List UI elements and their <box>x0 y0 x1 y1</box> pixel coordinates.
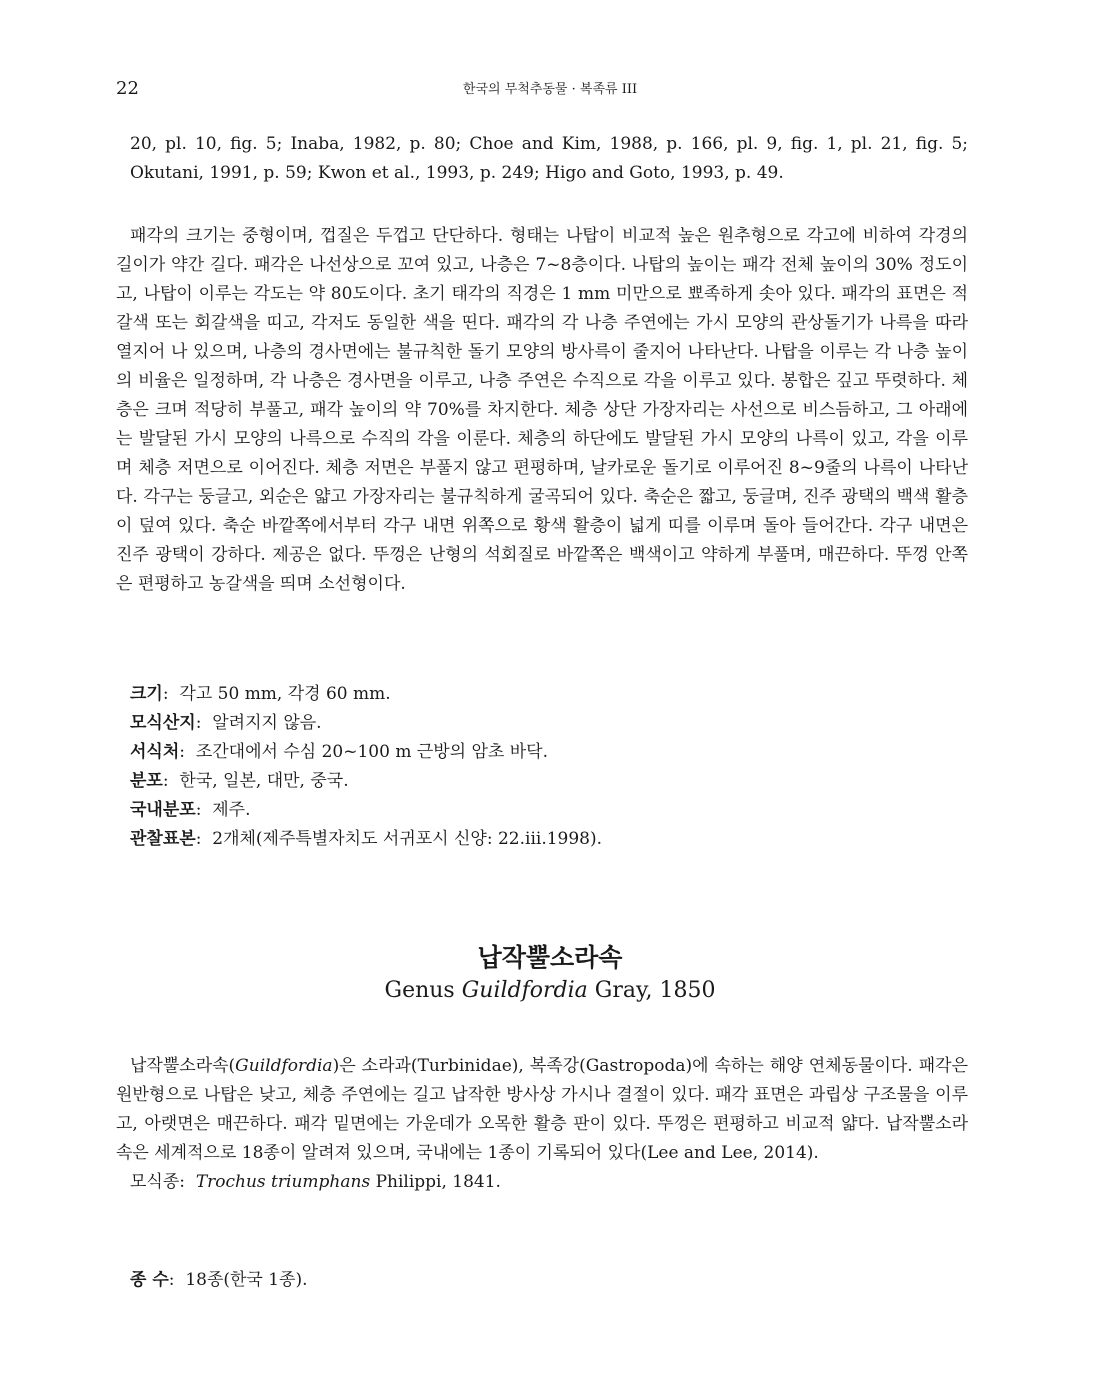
type-species-author: Philippi, 1841. <box>375 1172 501 1192</box>
genus-latin-title <box>0 978 1100 1003</box>
field-label: 서식처 <box>130 742 180 762</box>
running-title: 한국의 무척추동물 · 복족류 III <box>462 82 638 97</box>
page-number: 22 <box>116 78 139 99</box>
field-value: 2개체(제주특별자치도 서귀포시 신양: 22.iii.1998). <box>212 829 603 849</box>
species-count-line: 종 수: 18종(한국 1종). <box>130 1270 308 1290</box>
description-block <box>116 222 968 599</box>
field-label: 크기 <box>130 684 163 704</box>
species-count-value: 18종(한국 1종). <box>185 1270 308 1290</box>
field-type-locality: 모식산지: 알려지지 않음. <box>130 713 322 733</box>
field-value: 한국, 일본, 대만, 중국. <box>179 771 349 791</box>
field-size: 크기: 각고 50 mm, 각경 60 mm. <box>130 684 391 704</box>
type-species-label: 모식종: <box>130 1172 185 1192</box>
species-count-label: 종 수 <box>130 1270 169 1290</box>
genus-latin-name: Guildfordia <box>461 978 588 1003</box>
description-text: 패각의 크기는 중형이며, 껍질은 두껍고 단단하다. 형태는 나탑이 비교적 높은 원추형으로 각고에 비하여 각경의 길이가 약간 길다. 패각은 나선상으로 꼬여 있고, 나층은 7~8층이다. 나탑의 높이는 패각 전체 높이의 30% 정도이고, 나탑이 이루는 각도는 약 80도이다. 초기 태각의 직경은 1 mm 미만으로 뾰족하게 솟아 있다. 패각의 표면은 적갈색 또는 회갈색을 띠고, 각저도 동일한 색을 띤다. 패각의 각 나층 주연에는 가시 모양의 관상돌기가 나륵을 따라 열지어 나 있으며, 나층의 경사면에는 불규칙한 돌기 모양의 방사륵이 줄지어 나타난다. 나탑을 이루는 각 나층 높이의 비율은 일정하며, 각 나층은 경사면을 이루고, 나층 주연은 수직으로 각을 이루고 있다. 봉합은 깊고 뚜렷하다. 체층은 크며 적당히 부풀고, 패각 높이의 약 70%를 차지한다. 체층 상단 가장자리는 사선으로 비스듬하고, 그 아래에는 발달된 가시 모양의 나륵으로 수직의 각을 이룬다. 체층의 하단에도 발달된 가시 모양의 나륵이 있고, 각을 이루며 체층 저면으로 이어진다. 체층 저면은 부풀지 않고 편평하며, 날카로운 돌기로 이루어진 8~9줄의 나륵이 나타난다. 각구는 둥글고, 외순은 얇고 가장자리는 불규칙하게 굴곡되어 있다. 축순은 짧고, 둥글며, 진주 광택의 백색 활층이 덮여 있다. 축순 바깥쪽에서부터 각구 내면 위쪽으로 황색 활층이 넓게 띠를 이루며 돌아 들어간다. 각구 내면은 진주 광택이 강하다. 제공은 없다. 뚜껑은 난형의 석회질로 바깥쪽은 백색이고 약하게 부풀며, 매끈하다. 뚜껑 안쪽은 편평하고 농갈색을 띄며 소선형이다. <box>116 226 968 594</box>
field-habitat: 서식처: 조간대에서 수심 20~100 m 근방의 암초 바닥. <box>130 742 549 762</box>
genus-intro-rest: )은 소라과(Turbinidae), 복족강(Gastropoda)에 속하는 해양 연체동물이다. 패각은 원반형으로 나탑은 낮고, 체층 주연에는 길고 납작한 방사상 가시나 결절이 있다. 패각 표면은 과립상 구조물을 이루고, 아랫면은 매끈하다. 패각 밑면에는 가운데가 오목한 활층 판이 있다. 뚜껑은 편평하고 비교적 얇다. 납작뿔소라속은 세계적으로 18종이 알려져 있으며, 국내에는 1종이 기록되어 있다(Lee and Lee, 2014). <box>116 1056 968 1163</box>
fields-block <box>130 680 982 854</box>
field-value: 제주. <box>212 800 251 820</box>
field-value: 각고 50 mm, 각경 60 mm. <box>179 684 391 704</box>
field-specimens: 관찰표본: 2개체(제주특별자치도 서귀포시 신양: 22.iii.1998). <box>130 829 603 849</box>
field-label: 모식산지 <box>130 713 196 733</box>
type-species-name: Trochus triumphans <box>195 1172 371 1192</box>
species-count-block <box>130 1266 982 1295</box>
type-species-line <box>116 1168 968 1197</box>
genus-intro-text <box>116 1052 968 1168</box>
field-value: 알려지지 않음. <box>212 713 322 733</box>
genus-prefix: Genus <box>384 978 455 1003</box>
references-block <box>116 130 968 188</box>
genus-intro-latin: Guildfordia <box>235 1056 333 1076</box>
field-label: 국내분포 <box>130 800 196 820</box>
field-distribution: 분포: 한국, 일본, 대만, 중국. <box>130 771 349 791</box>
references-text: 20, pl. 10, fig. 5; Inaba, 1982, p. 80; Choe and Kim, 1988, p. 166, pl. 9, fig. 1, pl. 21, fig. 5; Okutani, 1991, p. 59; Kwon et al., 1993, p. 249; Higo and Goto, 1993, p. 49. <box>130 134 968 183</box>
field-value: 조간대에서 수심 20~100 m 근방의 암초 바닥. <box>195 742 549 762</box>
genus-intro-name: 납작뿔소라속( <box>130 1056 236 1076</box>
field-label: 관찰표본 <box>130 829 196 849</box>
genus-author: Gray, 1850 <box>594 978 716 1003</box>
field-domestic-distribution: 국내분포: 제주. <box>130 800 251 820</box>
genus-intro-block <box>116 1052 968 1197</box>
field-label: 분포 <box>130 771 163 791</box>
genus-korean-title: 납작뿔소라속 <box>477 943 623 972</box>
